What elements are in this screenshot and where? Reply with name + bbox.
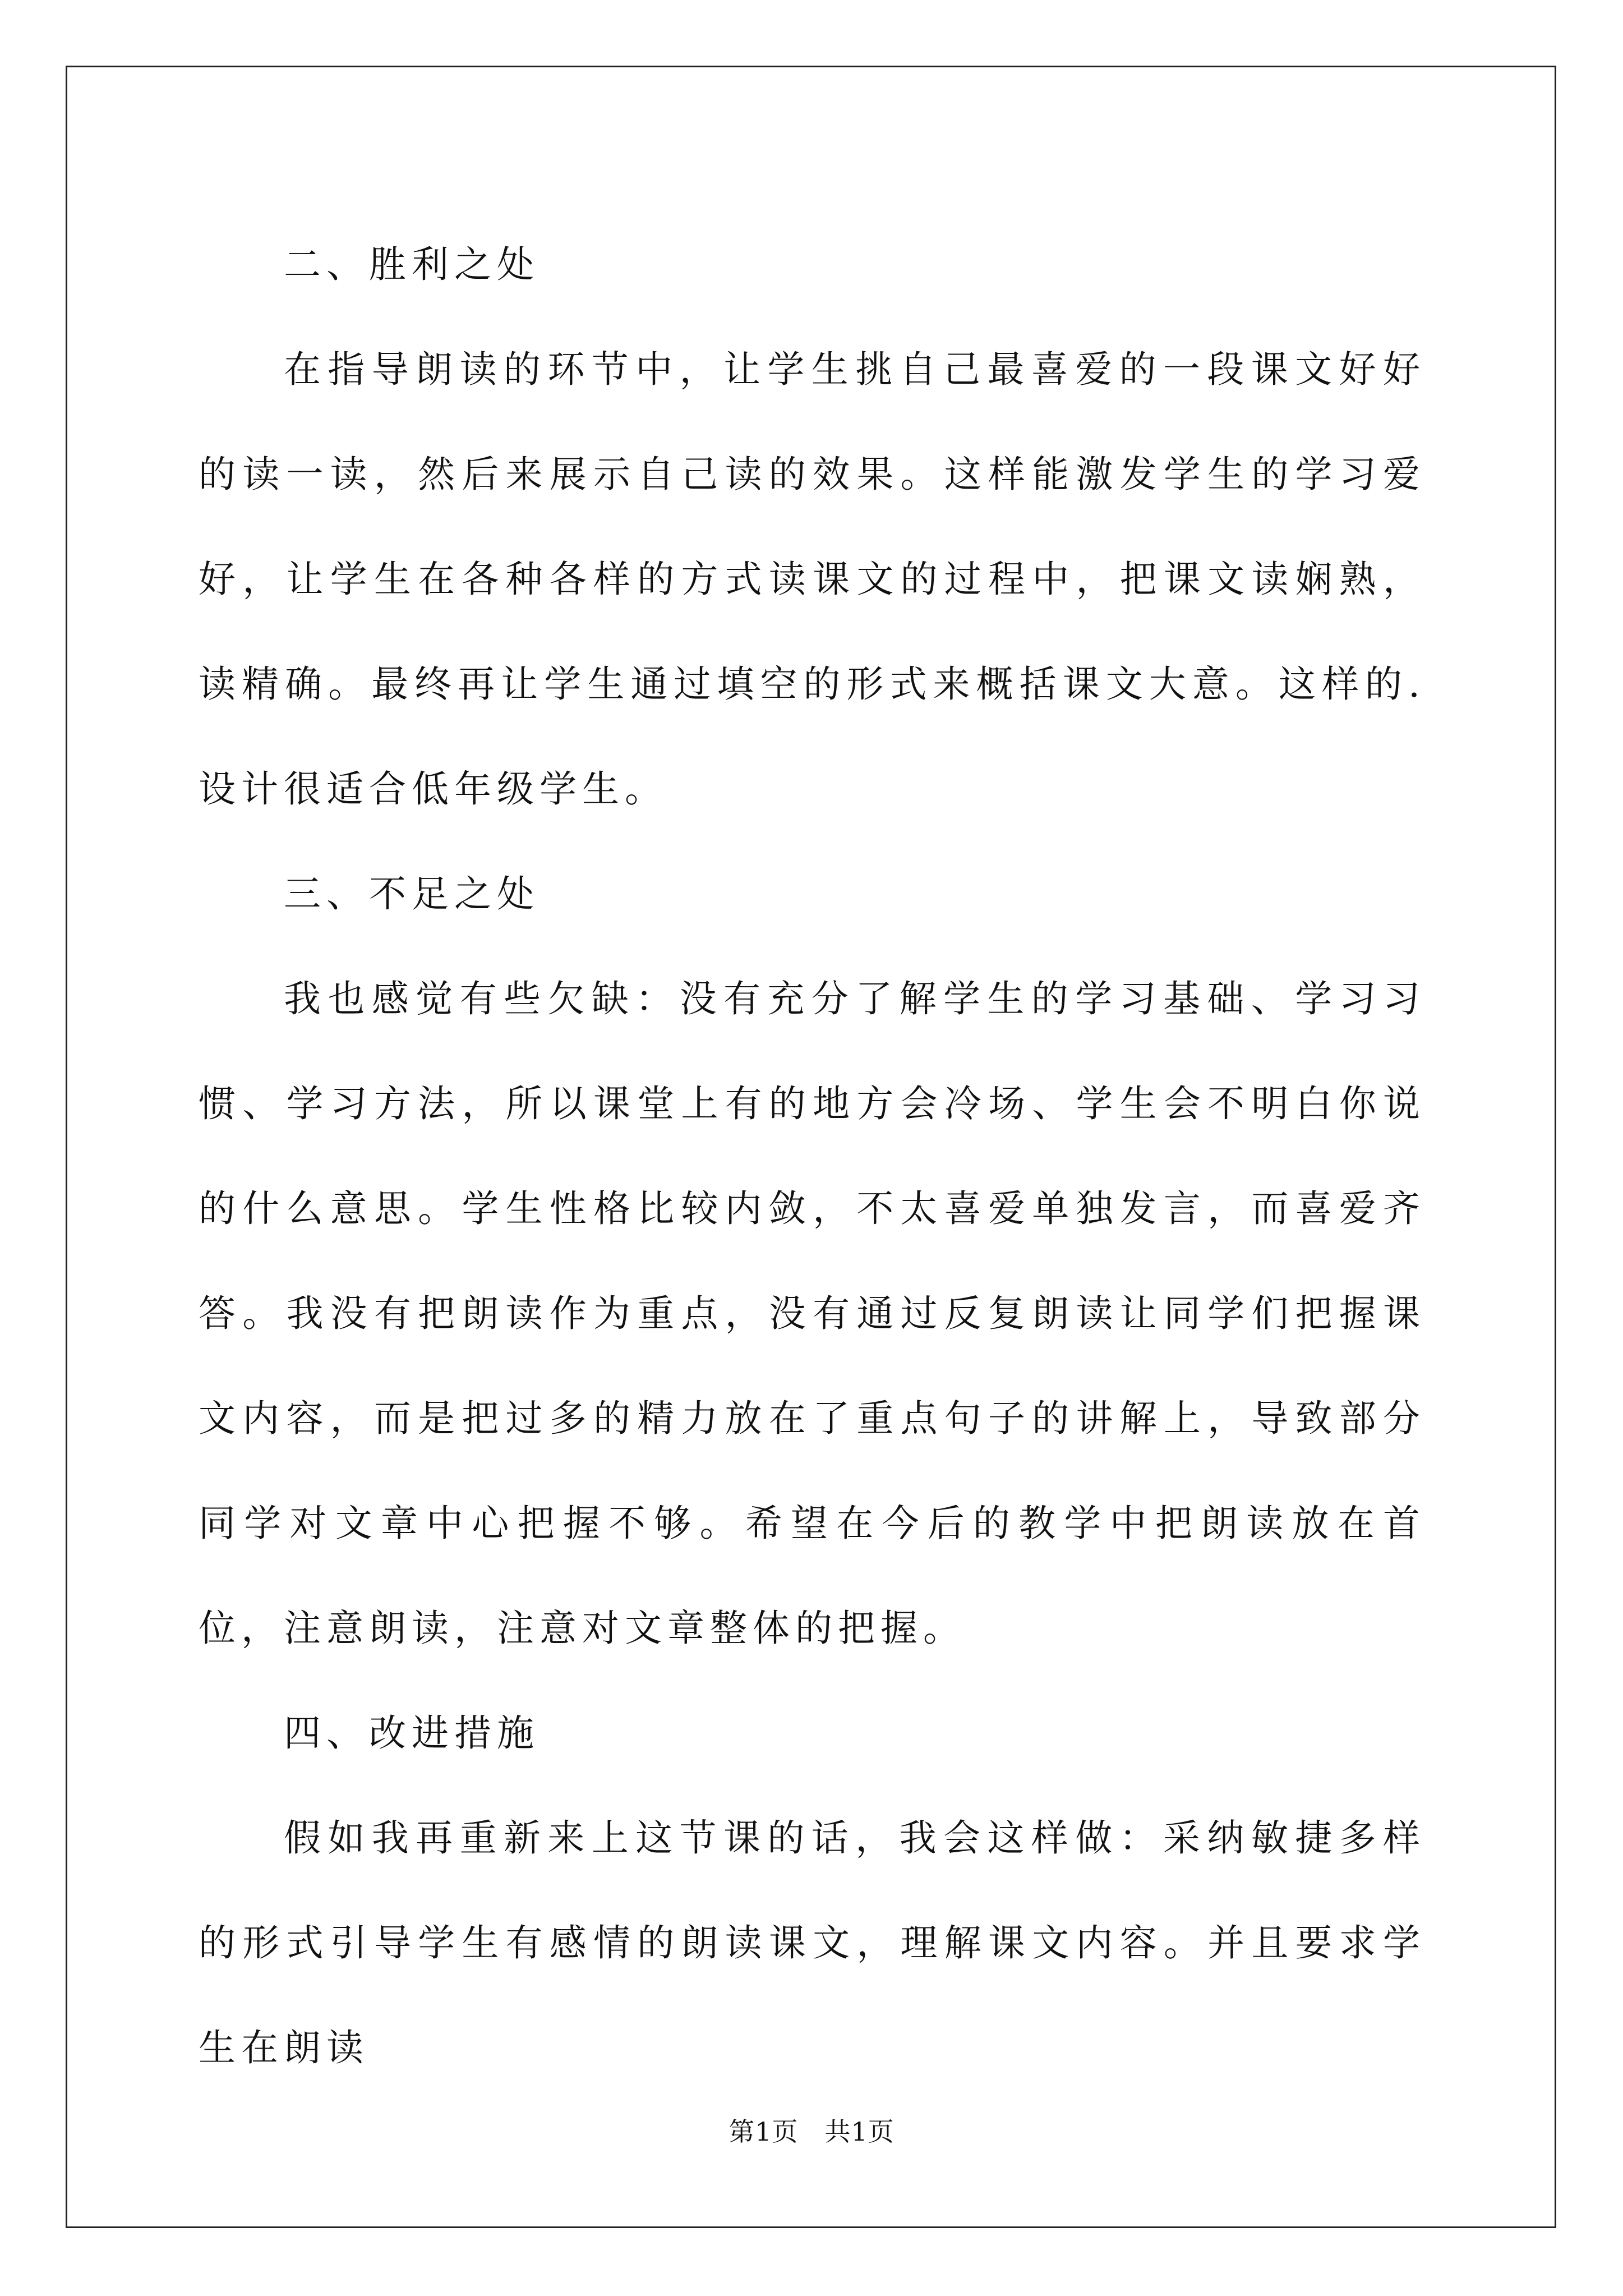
body-paragraph: 在指导朗读的环节中，让学生挑自己最喜爱的一段课文好好的读一读，然后来展示自己读的效果。这样能激发学生的学习爱好，让学生在各种各样的方式读课文的过程中，把课文读娴熟，读精确。最终再让学生通过填空的形式来概括课文大意。这样的.设计很适合低年级学生。 — [199, 348, 1426, 811]
page-total: 共1页 — [824, 2116, 895, 2147]
section-heading: 四、改进措施 — [284, 1711, 540, 1755]
page-footer — [0, 2115, 1623, 2148]
section-heading: 二、胜利之处 — [284, 243, 540, 286]
page-number: 第1页 — [728, 2116, 799, 2147]
document-body — [199, 212, 1426, 2100]
body-paragraph: 我也感觉有些欠缺：没有充分了解学生的学习基础、学习习惯、学习方法，所以课堂上有的地方会冷场、学生会不明白你说的什么意思。学生性格比较内敛，不太喜爱单独发言，而喜爱齐答。我没有把朗读作为重点，没有通过反复朗读让同学们把握课文内容，而是把过多的精力放在了重点句子的讲解上，导致部分同学对文章中心把握不够。希望在今后的教学中把朗读放在首位，注意朗读，注意对文章整体的把握。 — [199, 977, 1426, 1650]
section-heading: 三、不足之处 — [284, 872, 540, 915]
body-paragraph: 假如我再重新来上这节课的话，我会这样做：采纳敏捷多样的形式引导学生有感情的朗读课文，理解课文内容。并且要求学生在朗读 — [199, 1816, 1426, 2069]
